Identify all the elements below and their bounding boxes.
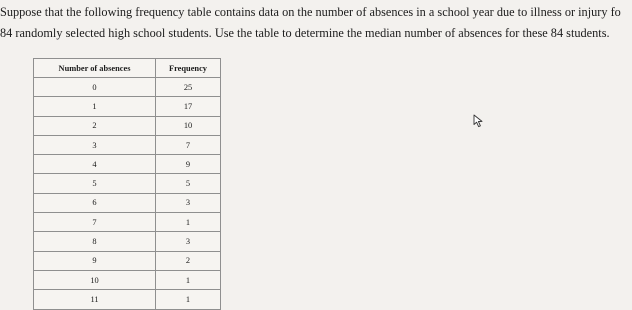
frequency-cell: 2: [156, 251, 221, 270]
absences-cell: 4: [34, 155, 156, 174]
frequency-cell: 1: [156, 290, 221, 309]
frequency-cell: 9: [156, 155, 221, 174]
absences-cell: 1: [34, 97, 156, 116]
header-absences: Number of absences: [34, 59, 156, 78]
absences-cell: 10: [34, 270, 156, 289]
table-row: [34, 270, 221, 289]
table-row: [34, 155, 221, 174]
frequency-cell: 10: [156, 116, 221, 135]
absences-cell: 2: [34, 116, 156, 135]
absences-cell: 3: [34, 135, 156, 154]
question-text: [0, 2, 632, 44]
table-row: [34, 78, 221, 97]
table-row: [34, 116, 221, 135]
frequency-cell: 1: [156, 270, 221, 289]
frequency-cell: 1: [156, 213, 221, 232]
absences-cell: 7: [34, 213, 156, 232]
frequency-cell: 3: [156, 193, 221, 212]
table-row: [34, 232, 221, 251]
mouse-pointer-icon: [473, 114, 487, 128]
absences-cell: 11: [34, 290, 156, 309]
frequency-cell: 17: [156, 97, 221, 116]
absences-cell: 5: [34, 174, 156, 193]
table-row: [34, 213, 221, 232]
frequency-cell: 7: [156, 135, 221, 154]
absences-cell: 0: [34, 78, 156, 97]
table-row: [34, 174, 221, 193]
table-row: [34, 97, 221, 116]
table-row: [34, 135, 221, 154]
frequency-cell: 5: [156, 174, 221, 193]
frequency-cell: 3: [156, 232, 221, 251]
absences-cell: 6: [34, 193, 156, 212]
table-row: [34, 193, 221, 212]
frequency-cell: 25: [156, 78, 221, 97]
table-row: [34, 251, 221, 270]
absences-cell: 8: [34, 232, 156, 251]
table-row: [34, 290, 221, 309]
absences-cell: 9: [34, 251, 156, 270]
question-line-2: 84 randomly selected high school students. Use the table to determine the median number of absences for these 84 students.: [0, 26, 610, 40]
frequency-table: [33, 58, 221, 310]
question-line-1: Suppose that the following frequency table contains data on the number of absences in a school year due to illness or injury fo: [0, 5, 621, 19]
table-header-row: [34, 59, 221, 78]
header-frequency: Frequency: [156, 59, 221, 78]
